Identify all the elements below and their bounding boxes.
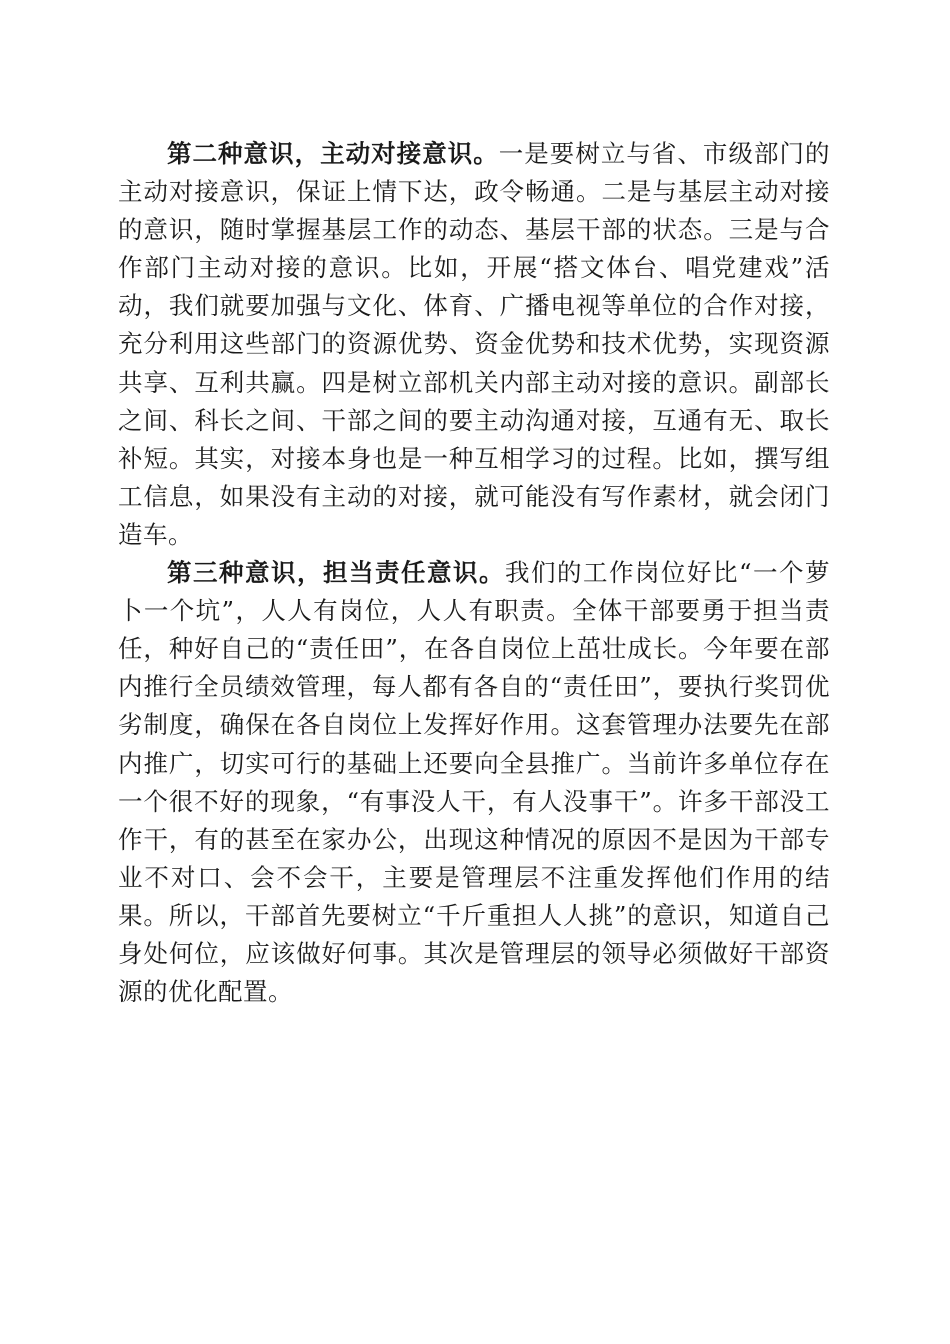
paragraph-heading: 第二种意识，主动对接意识。 <box>167 139 499 168</box>
paragraph-text: 一是要树立与省、市级部门的主动对接意识，保证上情下达，政令畅通。二是与基层主动对接的意识，随时掌握基层工作的动态、基层干部的状态。三是与合作部门主动对接的意识。比如，开展“搭文体台、唱党建戏”活动，我们就要加强与文化、体育、广播电视等单位的合作对接，充分利用这些部门的资源优势、资金优势和技术优势，实现资源共享、互利共赢。四是树立部机关内部主动对接的意识。副部长之间、科长之间、干部之间的要主动沟通对接，互通有无、取长补短。其实，对接本身也是一种互相学习的过程。比如，撰写组工信息，如果没有主动的对接，就可能没有写作素材，就会闭门造车。 <box>118 139 831 549</box>
paragraph-text: 我们的工作岗位好比“一个萝卜一个坑”，人人有岗位，人人有职责。全体干部要勇于担当责任，种好自己的“责任田”，在各自岗位上茁壮成长。今年要在部内推行全员绩效管理，每人都有各自的“责任田”，要执行奖罚优劣制度，确保在各自岗位上发挥好作用。这套管理办法要先在部内推广，切实可行的基础上还要向全县推广。当前许多单位存在一个很不好的现象，“有事没人干，有人没事干”。许多干部没工作干，有的甚至在家办公，出现这种情况的原因不是因为干部专业不对口、会不会干，主要是管理层不注重发挥他们作用的结果。所以，干部首先要树立“千斤重担人人挑”的意识，知道自己身处何位，应该做好何事。其次是管理层的领导必须做好干部资源的优化配置。 <box>118 558 830 1007</box>
paragraph-heading: 第三种意识，担当责任意识。 <box>167 558 505 588</box>
paragraph-third-awareness <box>118 554 830 1011</box>
paragraph-second-awareness <box>118 135 830 554</box>
document-body <box>118 135 830 1011</box>
